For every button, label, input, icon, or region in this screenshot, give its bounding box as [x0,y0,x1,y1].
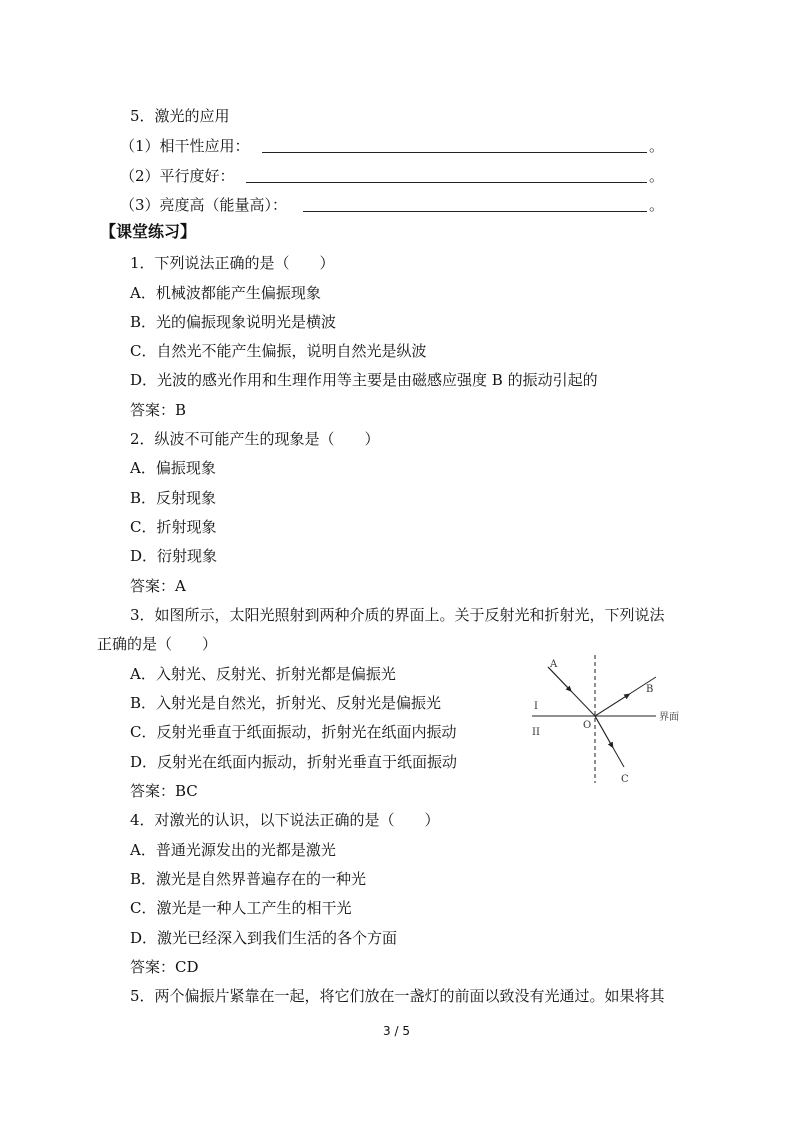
question-5-stem: 5．两个偏振片紧靠在一起，将它们放在一盏灯的前面以致没有光通过。如果将其 [130,987,665,1005]
label-a: A [550,659,558,670]
blank-line-2[interactable] [246,182,647,183]
question-1-stem: 1．下列说法正确的是（ ） [130,254,335,272]
question-3-answer: 答案：BC [130,782,198,800]
refracted-arrow [595,716,612,746]
question-1-option-b: B．光的偏振现象说明光是横波 [130,313,337,331]
blank-line-1[interactable] [262,152,647,153]
question-3-option-d: D．反射光在纸面内振动，折射光垂直于纸面振动 [130,753,458,771]
label-c: C [621,774,629,785]
label-medium-1: I [534,701,538,712]
question-1-option-d: D．光波的感光作用和生理作用等主要是由磁感应强度 B 的振动引起的 [130,371,598,389]
item-brightness-label: （3）亮度高（能量高）： [120,196,288,214]
blank-line-3[interactable] [303,211,647,212]
item-end-3: 。 [649,196,665,214]
question-1-option-a: A．机械波都能产生偏振现象 [130,284,321,302]
question-4-option-d: D．激光已经深入到我们生活的各个方面 [130,929,398,947]
question-3-option-c: C．反射光垂直于纸面振动，折射光在纸面内振动 [130,723,457,741]
item-coherence-label: （1）相干性应用： [120,137,250,155]
question-4-option-b: B．激光是自然界普遍存在的一种光 [130,870,367,888]
question-2-option-d: D．衍射现象 [130,547,218,565]
question-2-option-c: C．折射现象 [130,518,217,536]
question-2-answer: 答案：A [130,577,186,595]
item-parallel-label: （2）平行度好： [120,167,235,185]
label-b: B [646,684,654,695]
question-4-stem: 4．对激光的认识，以下说法正确的是（ ） [130,811,440,829]
question-4-answer: 答案：CD [130,958,199,976]
question-3-option-b: B．入射光是自然光，折射光、反射光是偏振光 [130,694,442,712]
section-title: 5．激光的应用 [130,107,230,125]
refraction-diagram [528,655,698,785]
question-2-option-a: A．偏振现象 [130,459,216,477]
label-medium-2: II [532,727,540,738]
label-o: O [583,720,592,731]
practice-heading: 【课堂练习】 [100,222,197,241]
question-2-stem: 2．纵波不可能产生的现象是（ ） [130,430,380,448]
incident-arrow [548,667,570,690]
question-1-answer: 答案：B [130,401,187,419]
question-4-option-c: C．激光是一种人工产生的相干光 [130,899,352,917]
question-3-stem-line1: 3．如图所示，太阳光照射到两种介质的界面上。关于反射光和折射光，下列说法 [130,606,665,624]
page-number: 3 / 5 [383,1024,410,1038]
label-interface: 界面 [659,712,679,723]
reflected-arrow [595,695,628,716]
question-4-option-a: A．普通光源发出的光都是激光 [130,841,336,859]
question-1-option-c: C．自然光不能产生偏振，说明自然光是纵波 [130,342,427,360]
question-2-option-b: B．反射现象 [130,489,217,507]
question-3-option-a: A．入射光、反射光、折射光都是偏振光 [130,665,396,683]
item-end-1: 。 [649,137,665,155]
item-end-2: 。 [649,167,665,185]
question-3-stem-line2: 正确的是（ ） [97,635,218,653]
